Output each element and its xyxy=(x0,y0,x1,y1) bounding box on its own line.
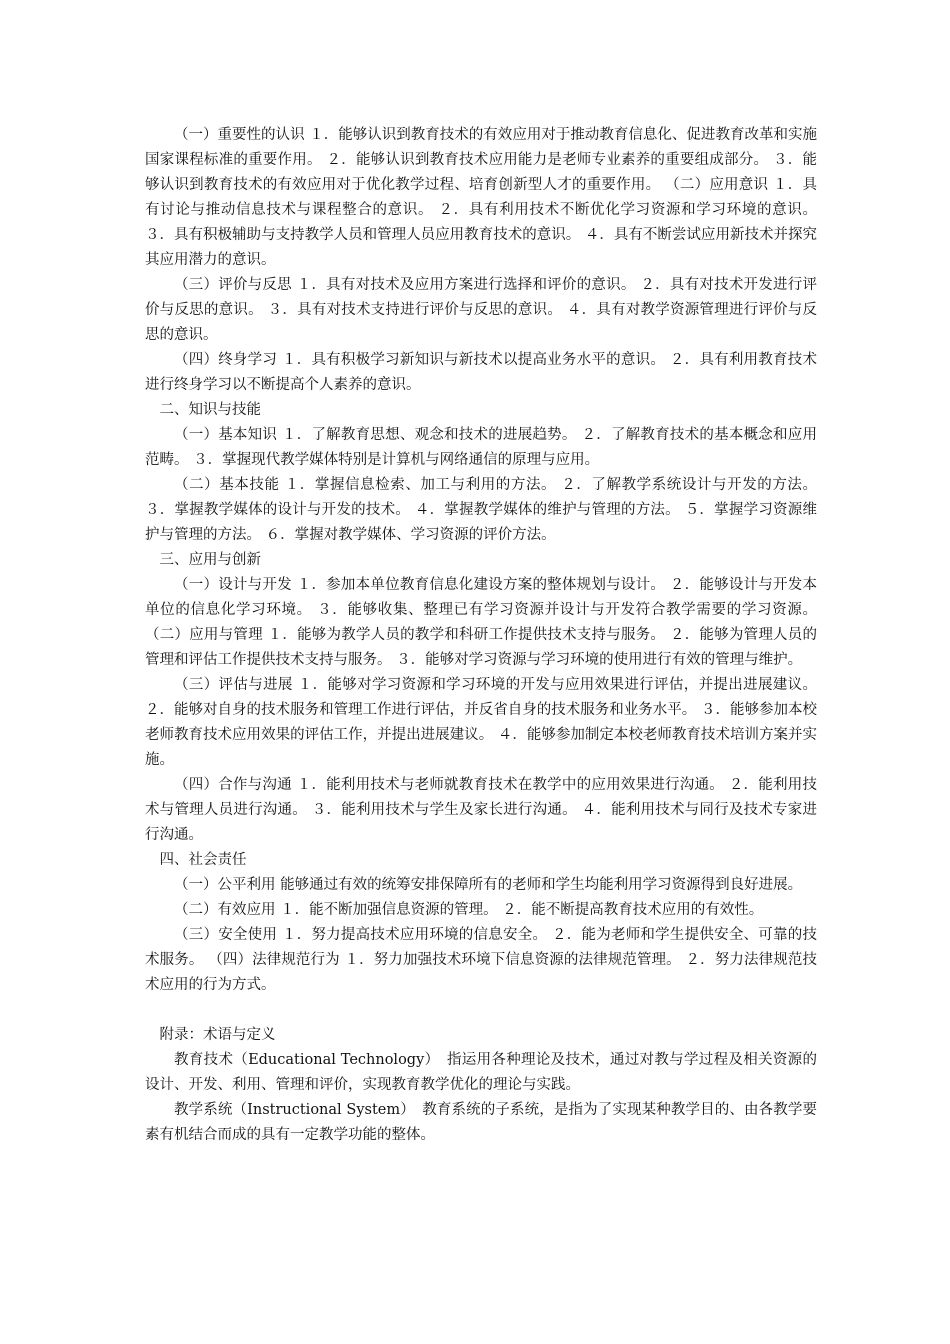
section-1-paragraph-lifelong-learning: （四）终身学习 １．具有积极学习新知识与新技术以提高业务水平的意识。 ２．具有利用教育技术进行终身学习以不断提高个人素养的意识。 xyxy=(145,352,817,393)
appendix-heading: 附录：术语与定义 xyxy=(159,1027,276,1043)
document-page xyxy=(145,123,817,1148)
section-3-paragraph-assessment-progress: （三）评估与进展 １．能够对学习资源和学习环境的开发与应用效果进行评估，并提出进展建议。 ２．能够对自身的技术服务和管理工作进行评估，并反省自身的技术服务和业务水平。 ３．能够参加本校老师教育技术应用效果的评估工作，并提出进展建议。 ４．能够参加制定本校老师教育技术培训方案并实施。 xyxy=(145,677,817,768)
section-2-paragraph-basic-skills: （二）基本技能 １．掌握信息检索、加工与利用的方法。 ２．了解教学系统设计与开发的方法。 ３．掌握教学媒体的设计与开发的技术。 ４．掌握教学媒体的维护与管理的方法。 ５．掌握学习资源维护与管理的方法。 ６．掌握对教学媒体、学习资源的评价方法。 xyxy=(145,477,817,543)
section-4-paragraph-safe-use: （三）安全使用 １．努力提高技术应用环境的信息安全。 ２．能为老师和学生提供安全、可靠的技术服务。 （四）法律规范行为 １．努力加强技术环境下信息资源的法律规范管理。 ２．努力法律规范技术应用的行为方式。 xyxy=(145,927,817,993)
section-4-heading: 四、社会责任 xyxy=(159,852,247,868)
section-4-paragraph-effective-application: （二）有效应用 １．能不断加强信息资源的管理。 ２．能不断提高教育技术应用的有效性。 xyxy=(174,902,764,918)
section-2-paragraph-basic-knowledge: （一）基本知识 １．了解教育思想、观念和技术的进展趋势。 ２．了解教育技术的基本概念和应用范畴。 ３．掌握现代教学媒体特别是计算机与网络通信的原理与应用。 xyxy=(145,427,817,468)
section-1-paragraph-importance-awareness: （一）重要性的认识 １．能够认识到教育技术的有效应用对于推动教育信息化、促进教育改革和实施国家课程标准的重要作用。 ２．能够认识到教育技术应用能力是老师专业素养的重要组成部分。 ３．能够认识到教育技术的有效应用对于优化教学过程、培育创新型人才的重要作用。 （二）应用意识 １．具有讨论与推动信息技术与课程整合的意识。 ２．具有利用技术不断优化学习资源和学习环境的意识。 ３．具有积极辅助与支持教学人员和管理人员应用教育技术的意识。 ４．具有不断尝试应用新技术并探究其应用潜力的意识。 xyxy=(145,127,817,268)
section-3-paragraph-cooperation-communication: （四）合作与沟通 １．能利用技术与老师就教育技术在教学中的应用效果进行沟通。 ２．能利用技术与管理人员进行沟通。 ３．能利用技术与学生及家长进行沟通。 ４．能利用技术与同行及技术专家进行沟通。 xyxy=(145,777,817,843)
section-2-heading: 二、知识与技能 xyxy=(159,402,261,418)
section-3-paragraph-design-development: （一）设计与开发 １．参加本单位教育信息化建设方案的整体规划与设计。 ２．能够设计与开发本单位的信息化学习环境。 ３．能够收集、整理已有学习资源并设计与开发符合教学需要的学习资源。 （二）应用与管理 １．能够为教学人员的教学和科研工作提供技术支持与服务。 ２．能够为管理人员的管理和评估工作提供技术支持与服务。 ３．能够对学习资源与学习环境的使用进行有效的管理与维护。 xyxy=(145,577,817,668)
section-4-paragraph-fair-use: （一）公平利用 能够通过有效的统筹安排保障所有的老师和学生均能利用学习资源得到良好进展。 xyxy=(174,877,803,893)
term-educational-technology: 教育技术（Educational Technology） 指运用各种理论及技术，通过对教与学过程及相关资源的设计、开发、利用、管理和评价，实现教育教学优化的理论与实践。 xyxy=(145,1052,817,1093)
blank-line xyxy=(145,998,817,1023)
section-1-paragraph-evaluation-reflection: （三）评价与反思 １．具有对技术及应用方案进行选择和评价的意识。 ２．具有对技术开发进行评价与反思的意识。 ３．具有对技术支持进行评价与反思的意识。 ４．具有对教学资源管理进行评价与反思的意识。 xyxy=(145,277,817,343)
section-3-heading: 三、应用与创新 xyxy=(159,552,261,568)
term-instructional-system: 教学系统（Instructional System） 教育系统的子系统，是指为了实现某种教学目的、由各教学要素有机结合而成的具有一定教学功能的整体。 xyxy=(145,1102,817,1143)
